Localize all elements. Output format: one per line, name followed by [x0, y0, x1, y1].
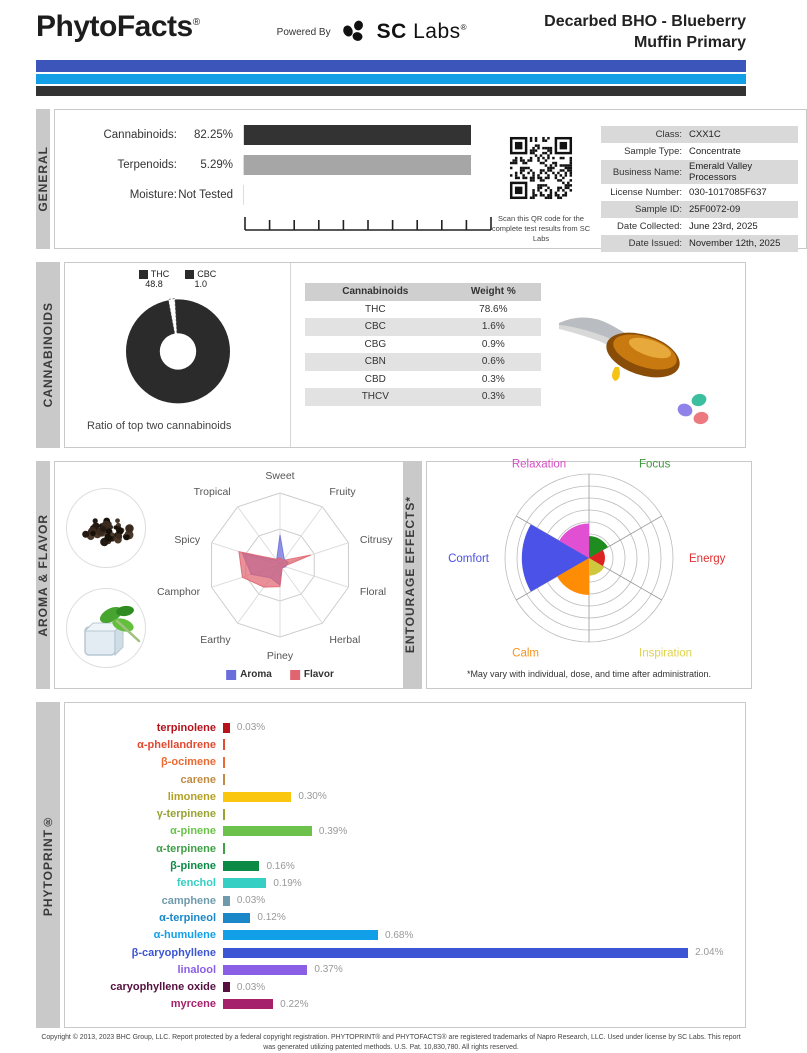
terpene-bar-zone: [223, 912, 735, 923]
terpene-trace-tick: [223, 757, 225, 768]
sample-title: [544, 12, 746, 54]
radar-axis-label: Spicy: [174, 534, 201, 547]
sclabs-reg-mark: ®: [460, 23, 468, 32]
radar-legend-item: [226, 669, 272, 680]
terpene-row: [65, 927, 735, 944]
terpene-trace-tick: [223, 739, 225, 750]
terpene-bar: [223, 948, 688, 958]
header-stripe: [36, 60, 746, 72]
general-stat-row: [65, 184, 485, 205]
aroma-side-label-text: AROMA & FLAVOR: [36, 513, 50, 637]
info-row: [601, 218, 798, 235]
info-label: Date Issued:: [628, 238, 682, 249]
general-bar-track: [243, 185, 471, 205]
terpene-bar-zone: [223, 878, 735, 889]
terpene-bar: [223, 896, 230, 906]
mint-ice-image: [66, 588, 146, 668]
terpene-row: [65, 823, 735, 840]
terpene-bar-zone: [223, 826, 735, 837]
donut-legend-item: [139, 269, 170, 289]
info-value: 25F0072-09: [689, 204, 741, 215]
terpene-bar: [223, 723, 230, 733]
terpene-bar: [223, 930, 378, 940]
terpene-value: 0.12%: [257, 912, 286, 924]
cannabinoid-row: [305, 371, 541, 389]
terpene-bar-zone: [223, 757, 735, 768]
qr-code: [505, 132, 577, 204]
sample-title-line2: Muffin Primary: [633, 33, 746, 51]
qr-caption: Scan this QR code for the complete test results from SC Labs: [491, 214, 591, 244]
cannabinoid-row: [305, 353, 541, 371]
sample-info-table: [601, 126, 798, 249]
donut-legend: [139, 269, 217, 289]
donut-caption: Ratio of top two cannabinoids: [87, 420, 232, 432]
peppercorn-image: [66, 488, 146, 568]
terpene-row: [65, 875, 735, 892]
terpene-name: γ-terpinene: [156, 808, 216, 821]
aroma-side-label: [36, 461, 50, 689]
header-stripe: [36, 86, 746, 96]
cannabinoid-cell: CBC: [305, 318, 446, 336]
terpene-bar-zone: [223, 843, 735, 854]
terpene-bar: [223, 878, 266, 888]
effect-label: Focus: [639, 458, 671, 471]
general-side-label-text: GENERAL: [36, 146, 50, 212]
legend-swatch-icon: [139, 270, 148, 279]
aroma-flavor-radar: [157, 468, 403, 664]
info-label: Class:: [655, 129, 682, 140]
product-photo: [551, 263, 745, 447]
effect-label: Relaxation: [511, 458, 567, 471]
cannabinoid-table: [305, 283, 541, 406]
mint-ice-icon: [67, 589, 147, 669]
cannabinoid-ratio-chart: [65, 263, 291, 447]
radar-axis-label: Herbal: [329, 633, 361, 646]
sclabs-sc: SC: [376, 20, 407, 43]
aroma-content: [54, 461, 404, 689]
header: [36, 10, 746, 56]
cannabinoid-table-header: [305, 283, 541, 301]
terpene-row: [65, 978, 735, 995]
terpene-name: α-humulene: [153, 929, 216, 942]
qr-block: [485, 132, 597, 244]
terpene-name: α-terpineol: [159, 911, 216, 924]
terpene-bar: [223, 792, 291, 802]
radar-axis-label: Camphor: [156, 585, 201, 598]
general-stats: [65, 124, 485, 240]
info-label: License Number:: [610, 187, 682, 198]
sample-title-line1: Decarbed BHO - Blueberry: [544, 13, 746, 30]
terpene-name: α-phellandrene: [137, 738, 216, 751]
cannabinoid-row: [305, 388, 541, 406]
info-value: CXX1C: [689, 129, 721, 140]
cannabinoids-side-label-text: CANNABINOIDS: [41, 302, 55, 408]
phytoprint-side-label-text: PHYTOPRINT®: [41, 813, 55, 917]
cannabinoid-cell: 78.6%: [479, 303, 508, 315]
terpene-bar: [223, 999, 273, 1009]
terpene-bar-zone: [223, 895, 735, 906]
info-row: [601, 235, 798, 252]
terpene-value: 0.22%: [280, 998, 309, 1010]
info-row: [601, 126, 798, 143]
entourage-side-label-text: ENTOURAGE EFFECTS*: [403, 496, 417, 654]
radar-chart-area: [157, 462, 403, 688]
donut-legend-row: [185, 269, 216, 279]
general-stat-name: Cannabinoids:: [103, 128, 177, 141]
terpene-name: fenchol: [176, 877, 216, 890]
terpene-value: 0.03%: [236, 981, 266, 993]
legend-value: 48.8: [145, 279, 163, 289]
general-ruler: [243, 214, 485, 237]
terpene-bar-zone: [223, 947, 735, 958]
cannabinoid-row: [305, 301, 541, 319]
sclabs-labs: Labs: [406, 20, 461, 43]
cannabinoid-cell: THCV: [305, 388, 446, 406]
legend-value: 1.0: [194, 279, 207, 289]
terpene-name: camphene: [161, 894, 216, 907]
cannabinoid-cell: 0.9%: [481, 338, 505, 350]
radar-axis-label: Tropical: [193, 486, 231, 499]
radar-axis-label: Earthy: [200, 633, 231, 646]
terpene-value: 0.37%: [314, 964, 343, 976]
terpene-row: [65, 771, 735, 788]
info-value: 030-1017085F637: [689, 187, 767, 198]
info-value: June 23rd, 2025: [689, 221, 758, 232]
general-side-label: [36, 109, 50, 249]
general-stat-value: 5.29%: [200, 158, 233, 171]
legend-name: Aroma: [240, 669, 272, 680]
terpene-bar: [223, 965, 307, 975]
terpene-bar: [223, 913, 250, 923]
terpene-row: [65, 719, 735, 736]
terpene-row: [65, 736, 735, 753]
cannabinoid-cell: 0.6%: [446, 353, 541, 371]
general-stat-value: Not Tested: [178, 188, 233, 201]
sclabs-wordmark: [377, 20, 467, 44]
copyright-footer: Copyright © 2013, 2023 BHC Group, LLC. Report protected by a federal copyright registration. PHYTOPRINT® and PHYTOFACTS® are registered trademarks of Napro Research, LLC. Used under license by SC Labs. This report was generated utilizing patented methods. U.S. Pat. 10,830,780. All rights reserved.: [41, 1034, 741, 1051]
effect-label: Inspiration: [639, 647, 693, 660]
terpene-bar: [223, 982, 230, 992]
entourage-content: [426, 458, 752, 689]
terpene-name: myrcene: [170, 998, 216, 1011]
info-row: [601, 201, 798, 218]
terpene-bar: [223, 826, 312, 836]
general-bar-track: [243, 125, 471, 145]
terpene-value: 0.03%: [236, 722, 266, 734]
terpene-name: caryophyllene oxide: [110, 981, 216, 994]
terpene-value: 0.68%: [385, 929, 414, 941]
entourage-footnote: *May vary with individual, dose, and time after administration.: [466, 669, 712, 679]
terpene-name: β-pinene: [170, 860, 216, 873]
section-phytoprint: [36, 702, 746, 1028]
cannabinoid-table-wrap: [291, 263, 551, 447]
general-bar: [244, 125, 471, 145]
donut-chart: [112, 289, 244, 419]
section-aroma-flavor: [36, 461, 392, 689]
info-label: Sample Type:: [624, 146, 682, 157]
column-header: Cannabinoids: [305, 283, 446, 301]
terpene-value: 0.39%: [318, 825, 348, 837]
entourage-rose-chart: [427, 458, 751, 660]
terpene-row: [65, 788, 735, 805]
section-general: [36, 109, 781, 249]
general-bar: [244, 155, 471, 175]
effect-label: Energy: [689, 553, 726, 565]
sclabs-logo-icon: [339, 20, 369, 44]
donut-legend-row: [139, 269, 170, 279]
general-stat-row: [65, 124, 485, 145]
legend-swatch-icon: [185, 270, 194, 279]
terpene-value: 0.16%: [266, 860, 295, 872]
info-value: Concentrate: [689, 146, 741, 157]
terpene-bar-zone: [223, 964, 735, 975]
general-bar-track: [243, 155, 471, 175]
terpene-name: α-terpinene: [156, 842, 216, 855]
cannabinoids-content: [64, 262, 746, 448]
info-label: Business Name:: [612, 166, 682, 178]
legend-swatch-icon: [290, 670, 300, 680]
cannabinoids-side-label: [36, 262, 60, 448]
general-stat-value: 82.25%: [193, 128, 233, 141]
brand-text: PhytoFacts: [36, 10, 193, 43]
radar-axis-label: Piney: [266, 650, 294, 662]
info-value: November 12th, 2025: [689, 238, 781, 249]
terpene-value: 0.03%: [236, 895, 266, 907]
terpene-row: [65, 840, 735, 857]
cannabinoid-cell: 0.3%: [481, 373, 505, 385]
phytoprint-content: [64, 702, 746, 1028]
info-row: [601, 184, 798, 201]
phytoprint-side-label: [36, 702, 60, 1028]
legend-name: CBC: [197, 269, 217, 279]
effect-label: Calm: [512, 647, 539, 660]
radar-axis-label: Sweet: [265, 470, 295, 482]
effect-label: Comfort: [448, 553, 489, 565]
peppercorn-icon: [67, 489, 147, 569]
radar-axis-label: Floral: [359, 585, 387, 598]
column-header: Weight %: [446, 283, 541, 301]
terpene-bar-zone: [223, 722, 735, 733]
aroma-entourage-row: [36, 458, 746, 689]
cannabinoid-cell: CBN: [305, 353, 446, 371]
legend-swatch-icon: [226, 670, 236, 680]
terpene-value: 0.19%: [273, 877, 302, 889]
radar-legend: [226, 669, 334, 680]
terpene-trace-tick: [223, 809, 225, 820]
cannabinoid-row: [305, 318, 541, 336]
concentrate-image: [551, 263, 741, 449]
general-content: [54, 109, 807, 249]
terpene-row: [65, 805, 735, 822]
section-entourage: [398, 458, 752, 689]
terpene-bar-zone: [223, 861, 735, 872]
powered-by-block: [277, 20, 467, 44]
cannabinoid-row: [305, 336, 541, 354]
terpene-row: [65, 961, 735, 978]
terpene-name: α-pinene: [170, 825, 216, 838]
info-row: [601, 160, 798, 184]
terpene-row: [65, 892, 735, 909]
terpene-trace-tick: [223, 843, 225, 854]
header-stripe: [36, 74, 746, 84]
terpene-trace-tick: [223, 774, 225, 785]
info-row: [601, 143, 798, 160]
terpene-bar-zone: [223, 791, 735, 802]
cannabinoid-cell: 1.6%: [446, 318, 541, 336]
terpene-value: 0.30%: [298, 791, 327, 803]
terpene-bar-zone: [223, 930, 735, 941]
legend-name: THC: [150, 269, 170, 279]
general-stat-row: [65, 154, 485, 175]
terpene-row: [65, 996, 735, 1013]
terpene-value: 2.04%: [695, 947, 724, 958]
radar-axis-label: Fruity: [329, 486, 356, 499]
cannabinoid-cell: CBD: [364, 373, 386, 385]
radar-legend-item: [290, 669, 334, 680]
terpene-row: [65, 857, 735, 874]
phytofacts-logo: [36, 10, 200, 44]
terpene-row: [65, 944, 735, 961]
terpene-bar-zone: [223, 809, 735, 820]
terpene-bar: [223, 861, 259, 871]
general-stat-name: Terpenoids:: [117, 158, 177, 171]
info-value: Emerald Valley Processors: [689, 161, 753, 183]
donut-legend-item: [185, 269, 216, 289]
terpene-name: β-caryophyllene: [131, 946, 216, 959]
terpene-bar-zone: [223, 999, 735, 1010]
general-stat-name: Moisture:: [129, 188, 177, 201]
powered-by-text: Powered By: [276, 26, 331, 38]
cannabinoid-cell: THC: [365, 303, 386, 315]
cannabinoid-cell: 0.3%: [446, 388, 541, 406]
radar-axis-label: Citrusy: [359, 534, 393, 547]
terpene-row: [65, 909, 735, 926]
terpene-name: β-ocimene: [160, 756, 216, 769]
ruler-axis: [243, 214, 493, 232]
aroma-images: [55, 462, 157, 688]
header-stripes: [36, 60, 746, 96]
terpene-name: limonene: [167, 790, 216, 803]
terpene-bar-zone: [223, 739, 735, 750]
terpene-bar-zone: [223, 774, 735, 785]
cannabinoid-cell: CBG: [364, 338, 387, 350]
brand-reg-mark: ®: [192, 17, 200, 28]
info-label: Sample ID:: [635, 204, 682, 215]
section-cannabinoids: [36, 262, 746, 448]
terpene-name: carene: [180, 773, 216, 786]
legend-name: Flavor: [303, 669, 334, 680]
terpene-bar-zone: [223, 982, 735, 993]
terpene-row: [65, 754, 735, 771]
info-label: Date Collected:: [617, 221, 682, 232]
terpene-name: linalool: [177, 963, 216, 976]
terpene-name: terpinolene: [156, 721, 216, 734]
